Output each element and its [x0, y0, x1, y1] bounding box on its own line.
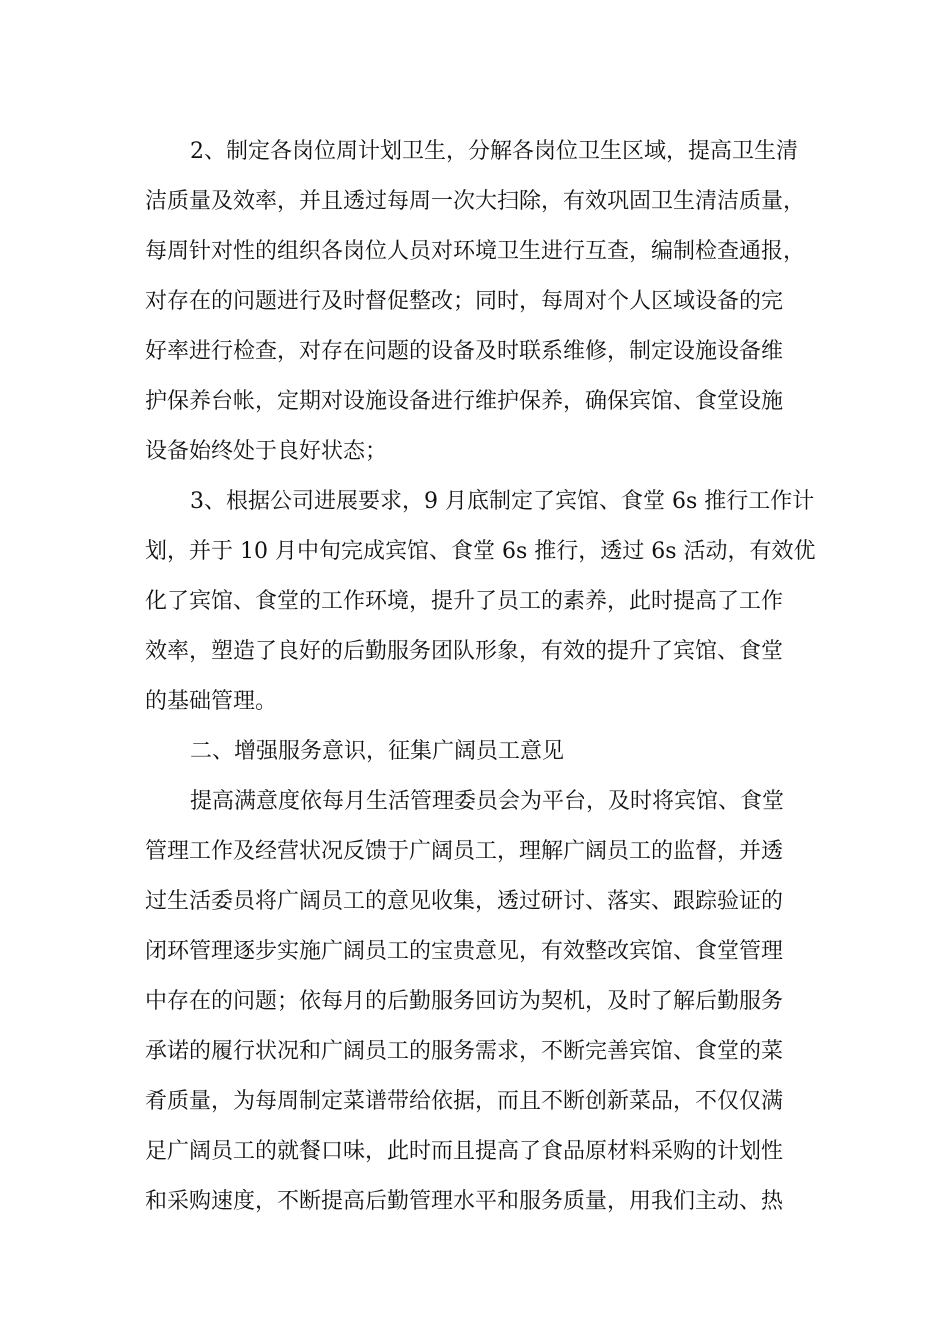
- text-line: 每周针对性的组织各岗位人员对环境卫生进行互查，编制检查通报，: [145, 239, 806, 264]
- text-line: 闭环管理逐步实施广阔员工的宝贵意见，有效整改宾馆、食堂管理: [145, 939, 784, 964]
- text-line: 效率，塑造了良好的后勤服务团队形象，有效的提升了宾馆、食堂: [145, 639, 784, 664]
- text-line: 过生活委员将广阔员工的意见收集，透过研讨、落实、跟踪验证的: [145, 889, 784, 914]
- section-heading: 二、增强服务意识，征集广阔员工意见: [190, 739, 565, 764]
- text-line: 3、根据公司进展要求，9 月底制定了宾馆、食堂 6s 推行工作计: [190, 489, 815, 514]
- text-line: 设备始终处于良好状态；: [145, 439, 388, 464]
- text-line: 洁质量及效率，并且透过每周一次大扫除，有效巩固卫生清洁质量，: [145, 189, 806, 214]
- text-line: 承诺的履行状况和广阔员工的服务需求，不断完善宾馆、食堂的菜: [145, 1039, 784, 1064]
- text-line: 好率进行检查，对存在问题的设备及时联系维修，制定设施设备维: [145, 339, 784, 364]
- text-line: 2、制定各岗位周计划卫生，分解各岗位卫生区域，提高卫生清: [190, 139, 798, 164]
- text-line: 和采购速度，不断提高后勤管理水平和服务质量，用我们主动、热: [145, 1189, 784, 1214]
- text-line: 划，并于 10 月中旬完成宾馆、食堂 6s 推行，透过 6s 活动，有效优: [145, 539, 816, 564]
- text-line: 中存在的问题；依每月的后勤服务回访为契机，及时了解后勤服务: [145, 989, 784, 1014]
- text-line: 化了宾馆、食堂的工作环境，提升了员工的素养，此时提高了工作: [145, 589, 784, 614]
- text-line: 足广阔员工的就餐口味，此时而且提高了食品原材料采购的计划性: [145, 1139, 784, 1164]
- text-line: 提高满意度依每月生活管理委员会为平台，及时将宾馆、食堂: [190, 789, 785, 814]
- text-line: 对存在的问题进行及时督促整改；同时，每周对个人区域设备的完: [145, 289, 784, 314]
- text-line: 肴质量，为每周制定菜谱带给依据，而且不断创新菜品，不仅仅满: [145, 1089, 784, 1114]
- text-line: 管理工作及经营状况反馈于广阔员工，理解广阔员工的监督，并透: [145, 839, 784, 864]
- text-line: 的基础管理。: [145, 689, 278, 714]
- text-line: 护保养台帐，定期对设施设备进行维护保养，确保宾馆、食堂设施: [145, 389, 784, 414]
